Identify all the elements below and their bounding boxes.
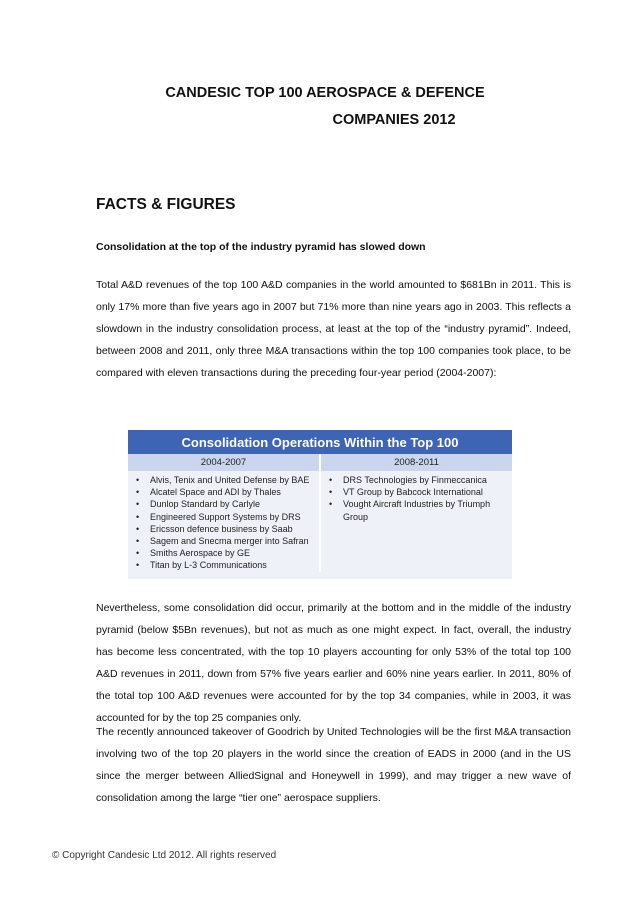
list-item: • Alcatel Space and ADI by Thales: [136, 486, 319, 498]
copyright-footer: © Copyright Candesic Ltd 2012. All rights reserved: [52, 850, 277, 861]
table-title: Consolidation Operations Within the Top 100: [128, 430, 512, 454]
column-header: 2008-2011: [321, 454, 512, 471]
page-title-line-2: COMPANIES 2012: [332, 112, 456, 128]
paragraph-revenues: Total A&D revenues of the top 100 A&D companies in the world amounted to $681Bn in 2011. This is only 17% more than five years ago in 2007 but 71% more than nine years ago in 2003. This reflects a slowdown in the industry consolidation process, at least at the top of the “industry pyramid”. Indeed, between 2008 and 2011, only three M&A transactions within the top 100 companies took place, to be compared with eleven transactions during the preceding four-year period (2004-2007):: [96, 279, 571, 379]
paragraph-consolidation: Nevertheless, some consolidation did occur, primarily at the bottom and in the middle of the industry pyramid (below $5Bn revenues), but not as much as one might expect. In fact, overall, the industry has become less concentrated, with the top 10 players accounting for only 53% of the total top 100 A&D revenues in 2011, down from 57% five years earlier and 60% nine years earlier. In 2011, 80% of the total top 100 A&D revenues were accounted for by the top 34 companies, while in 2003, it was accounted for by the top 25 companies only.: [96, 602, 571, 724]
page-title-line-1: CANDESIC TOP 100 AEROSPACE & DEFENCE: [165, 85, 485, 101]
sub-heading: Consolidation at the top of the industry pyramid has slowed down: [96, 241, 426, 253]
consolidation-table: [128, 430, 512, 579]
paragraph-goodrich: The recently announced takeover of Goodrich by United Technologies will be the first M&A transaction involving two of the top 20 players in the world since the creation of EADS in 2000 (and in the US since the merger between AlliedSignal and Honeywell in 1999), and may trigger a new wave of consolidation among the large “tier one” aerospace suppliers.: [96, 726, 571, 804]
list-item: • Ericsson defence business by Saab: [136, 523, 319, 535]
table-column-2008-2011: [319, 454, 512, 572]
list-item: • Alvis, Tenix and United Defense by BAE: [136, 474, 319, 486]
column-header: 2004-2007: [128, 454, 319, 471]
list-item: • Sagem and Snecma merger into Safran: [136, 535, 319, 547]
transaction-list: [321, 474, 512, 523]
list-item: • Engineered Support Systems by DRS: [136, 511, 319, 523]
transaction-list: [128, 474, 319, 572]
list-item: • DRS Technologies by Finmeccanica: [329, 474, 512, 486]
list-item: • Titan by L-3 Communications: [136, 559, 319, 571]
list-item: • VT Group by Babcock International: [329, 486, 512, 498]
section-heading: FACTS & FIGURES: [96, 196, 236, 213]
table-column-2004-2007: [128, 454, 319, 572]
page-title: [40, 80, 620, 134]
list-item: • Smiths Aerospace by GE: [136, 547, 319, 559]
table-columns: [128, 454, 512, 572]
list-item: • Vought Aircraft Industries by Triumph Group: [329, 498, 512, 522]
list-item: • Dunlop Standard by Carlyle: [136, 498, 319, 510]
